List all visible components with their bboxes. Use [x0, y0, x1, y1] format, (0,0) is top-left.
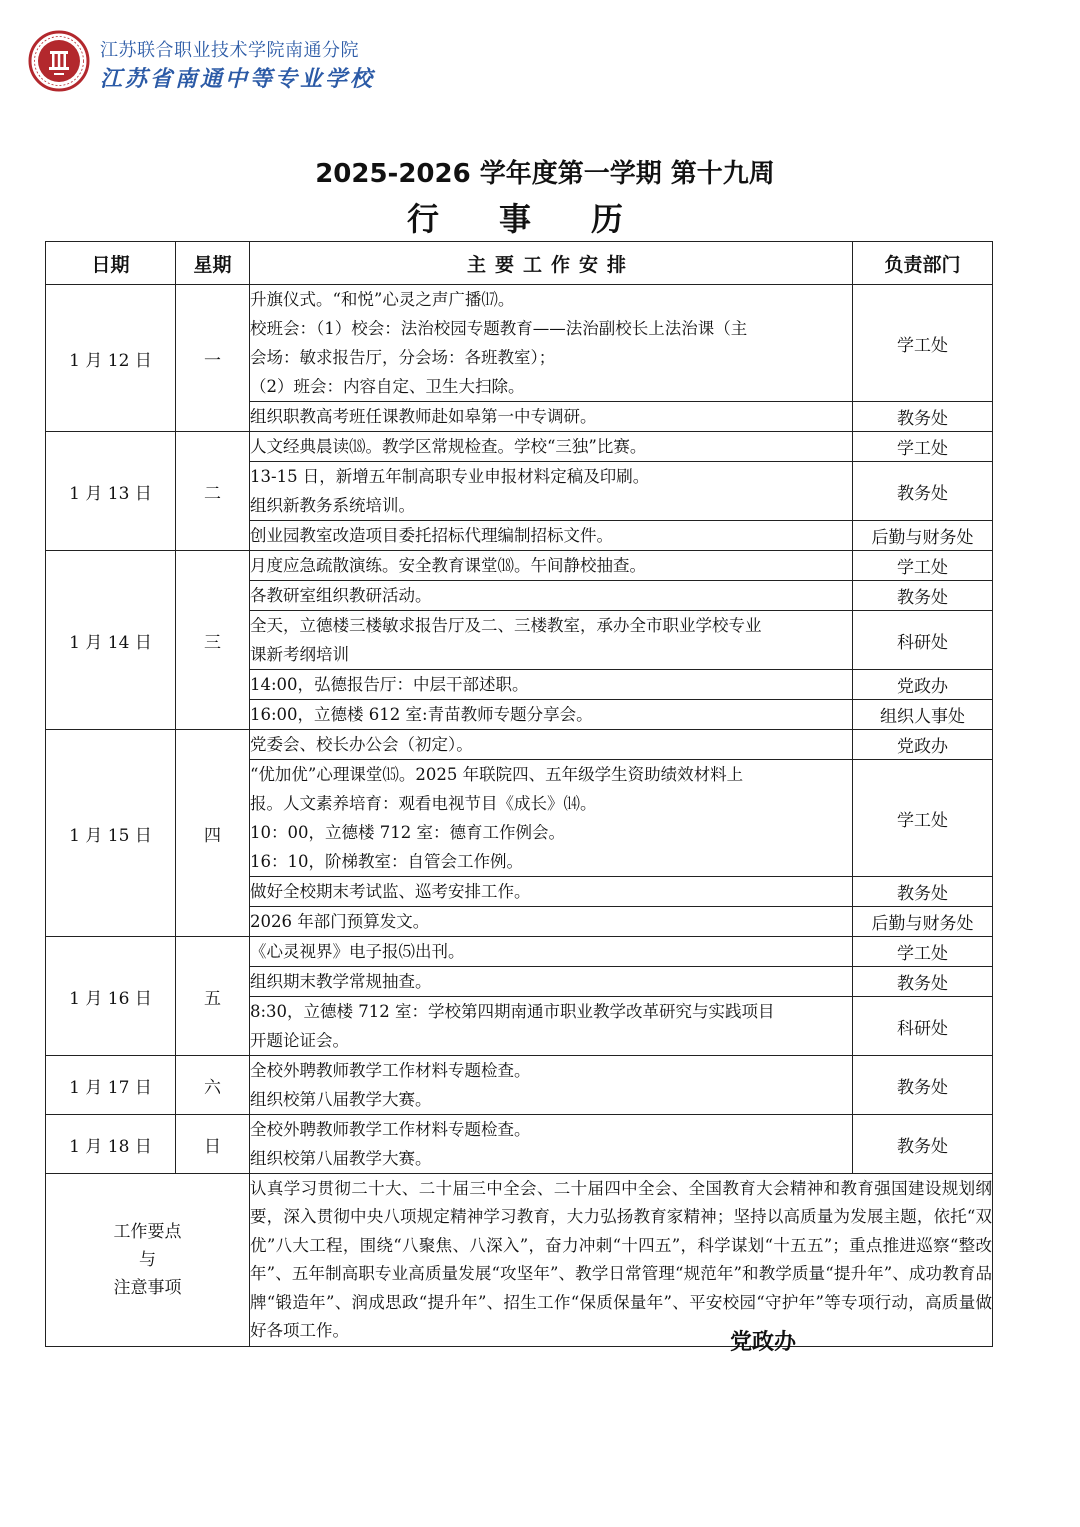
dept-cell: 党政办: [853, 730, 993, 760]
work-cell: [250, 670, 853, 700]
work-cell: [250, 462, 853, 521]
date-cell: 1 月 13 日: [46, 432, 176, 551]
weekday-cell: 三: [176, 551, 250, 730]
date-cell: 1 月 18 日: [46, 1115, 176, 1174]
work-cell: [250, 551, 853, 581]
work-cell: [250, 700, 853, 730]
header-dept: 负责部门: [853, 242, 993, 285]
key-points-text: 认真学习贯彻二十大、二十届三中全会、二十届四中全会、全国教育大会精神和教育强国建设规划纲要，深入贯彻中央八项规定精神学习教育，大力弘扬教育家精神；坚持以高质量为发展主题，依托“双优”八大工程，围绕“八聚焦、八深入”，奋力冲刺“十四五”，科学谋划“十五五”；重点推进巡察“整改年”、五年制高职专业高质量发展“攻坚年”、教学日常管理“规范年”和教学质量“提升年”、成功教育品牌“锻造年”、润成思政“提升年”、招生工作“保质保量年”、平安校园“守护年”等专项行动，高质量做好各项工作。: [250, 1174, 993, 1347]
work-line: 组织校第八届教学大赛。: [250, 1090, 432, 1109]
work-cell: [250, 997, 853, 1056]
weekday-cell: 四: [176, 730, 250, 937]
date-cell: 1 月 16 日: [46, 937, 176, 1056]
dept-cell: 学工处: [853, 937, 993, 967]
date-cell: 1 月 17 日: [46, 1056, 176, 1115]
work-cell: [250, 432, 853, 462]
work-line: 做好全校期末考试监、巡考安排工作。: [250, 882, 531, 901]
work-line: 校班会：（1）校会：法治校园专题教育——法治副校长上法治课（主: [250, 319, 748, 338]
table-row: [46, 551, 993, 581]
date-cell: 1 月 12 日: [46, 285, 176, 432]
work-cell: [250, 937, 853, 967]
document-subtitle: 行事历: [406, 200, 683, 238]
work-line: 课新考纲培训: [250, 645, 349, 664]
key-points-label-line: 注意事项: [113, 1278, 182, 1298]
work-cell: [250, 967, 853, 997]
work-line: 13-15 日，新增五年制高职专业申报材料定稿及印刷。: [250, 467, 650, 486]
weekday-cell: 日: [176, 1115, 250, 1174]
work-line: 月度应急疏散演练。安全教育课堂⒅。午间静校抽查。: [250, 556, 646, 575]
dept-cell: 教务处: [853, 462, 993, 521]
work-cell: [250, 521, 853, 551]
work-line: 会场：敏求报告厅，分会场：各班教室）；: [250, 348, 556, 367]
weekday-cell: 一: [176, 285, 250, 432]
work-line: 组织期末教学常规抽查。: [250, 972, 432, 991]
logo-school-name: 江苏省南通中等专业学校: [100, 66, 376, 92]
work-line: 8:30，立德楼 712 室：学校第四期南通市职业教学改革研究与实践项目: [250, 1002, 775, 1021]
table-row: [46, 1056, 993, 1115]
dept-cell: 党政办: [853, 670, 993, 700]
work-cell: [250, 611, 853, 670]
work-line: 16：10，阶梯教室：自管会工作例。: [250, 852, 523, 871]
work-line: 各教研室组织教研活动。: [250, 586, 432, 605]
work-line: 16:00，立德楼 612 室:青苗教师专题分享会。: [250, 705, 593, 724]
key-points-label-line: 工作要点: [113, 1222, 182, 1242]
logo-college-name: 江苏联合职业技术学院南通分院: [100, 40, 359, 61]
work-line: 报。人文素养培育：观看电视节目《成长》⒁。: [250, 794, 597, 813]
work-line: 开题论证会。: [250, 1031, 349, 1050]
work-line: （2）班会：内容自定、卫生大扫除。: [250, 377, 525, 396]
header-date: 日期: [46, 242, 176, 285]
schedule-table: [45, 241, 993, 1347]
school-emblem-icon: [28, 30, 90, 92]
date-cell: 1 月 14 日: [46, 551, 176, 730]
header-work: 主要工作安排: [250, 242, 853, 285]
table-row: [46, 432, 993, 462]
weekday-cell: 五: [176, 937, 250, 1056]
weekday-cell: 二: [176, 432, 250, 551]
work-line: 10：00，立德楼 712 室：德育工作例会。: [250, 823, 565, 842]
school-logo: [28, 30, 376, 94]
dept-cell: 教务处: [853, 1056, 993, 1115]
table-row: [46, 730, 993, 760]
key-points-label-line: 与: [139, 1250, 156, 1270]
dept-cell: 科研处: [853, 611, 993, 670]
work-line: 人文经典晨读⒅。教学区常规检查。学校“三独”比赛。: [250, 437, 647, 456]
table-row: [46, 285, 993, 402]
dept-cell: 教务处: [853, 1115, 993, 1174]
work-line: 组织职教高考班任课教师赴如皋第一中专调研。: [250, 407, 597, 426]
table-row: [46, 937, 993, 967]
work-line: 组织新教务系统培训。: [250, 496, 415, 515]
dept-cell: 组织人事处: [853, 700, 993, 730]
dept-cell: 科研处: [853, 997, 993, 1056]
work-line: 全校外聘教师教学工作材料专题检查。: [250, 1061, 531, 1080]
signature: 党政办: [730, 1330, 797, 1355]
dept-cell: 学工处: [853, 760, 993, 877]
work-line: 14:00，弘德报告厅：中层干部述职。: [250, 675, 529, 694]
weekday-cell: 六: [176, 1056, 250, 1115]
work-cell: [250, 730, 853, 760]
dept-cell: 教务处: [853, 581, 993, 611]
dept-cell: 学工处: [853, 551, 993, 581]
work-line: 2026 年部门预算发文。: [250, 912, 430, 931]
work-line: 党委会、校长办公会（初定）。: [250, 735, 473, 754]
table-row: [46, 1115, 993, 1174]
schedule-body: [46, 285, 993, 1347]
work-line: 组织校第八届教学大赛。: [250, 1149, 432, 1168]
document-title: 2025-2026 学年度第一学期 第十九周: [315, 159, 775, 189]
work-cell: [250, 402, 853, 432]
work-cell: [250, 285, 853, 402]
work-cell: [250, 1115, 853, 1174]
table-header-row: [46, 242, 993, 285]
work-line: “优加优”心理课堂⒂。2025 年联院四、五年级学生资助绩效材料上: [250, 765, 744, 784]
dept-cell: 教务处: [853, 967, 993, 997]
dept-cell: 教务处: [853, 877, 993, 907]
work-cell: [250, 581, 853, 611]
work-line: 升旗仪式。“和悦”心灵之声广播⒄。: [250, 290, 515, 309]
work-line: 创业园教室改造项目委托招标代理编制招标文件。: [250, 526, 613, 545]
key-points-label: [46, 1174, 250, 1347]
work-line: 全校外聘教师教学工作材料专题检查。: [250, 1120, 531, 1139]
key-points-row: [46, 1174, 993, 1347]
work-line: 全天，立德楼三楼敏求报告厅及二、三楼教室，承办全市职业学校专业: [250, 616, 762, 635]
work-cell: [250, 907, 853, 937]
dept-cell: 学工处: [853, 285, 993, 402]
dept-cell: 后勤与财务处: [853, 521, 993, 551]
work-cell: [250, 877, 853, 907]
work-line: 《心灵视界》电子报⑸出刊。: [250, 942, 465, 961]
work-cell: [250, 1056, 853, 1115]
work-cell: [250, 760, 853, 877]
dept-cell: 后勤与财务处: [853, 907, 993, 937]
header-weekday: 星期: [176, 242, 250, 285]
date-cell: 1 月 15 日: [46, 730, 176, 937]
dept-cell: 教务处: [853, 402, 993, 432]
dept-cell: 学工处: [853, 432, 993, 462]
